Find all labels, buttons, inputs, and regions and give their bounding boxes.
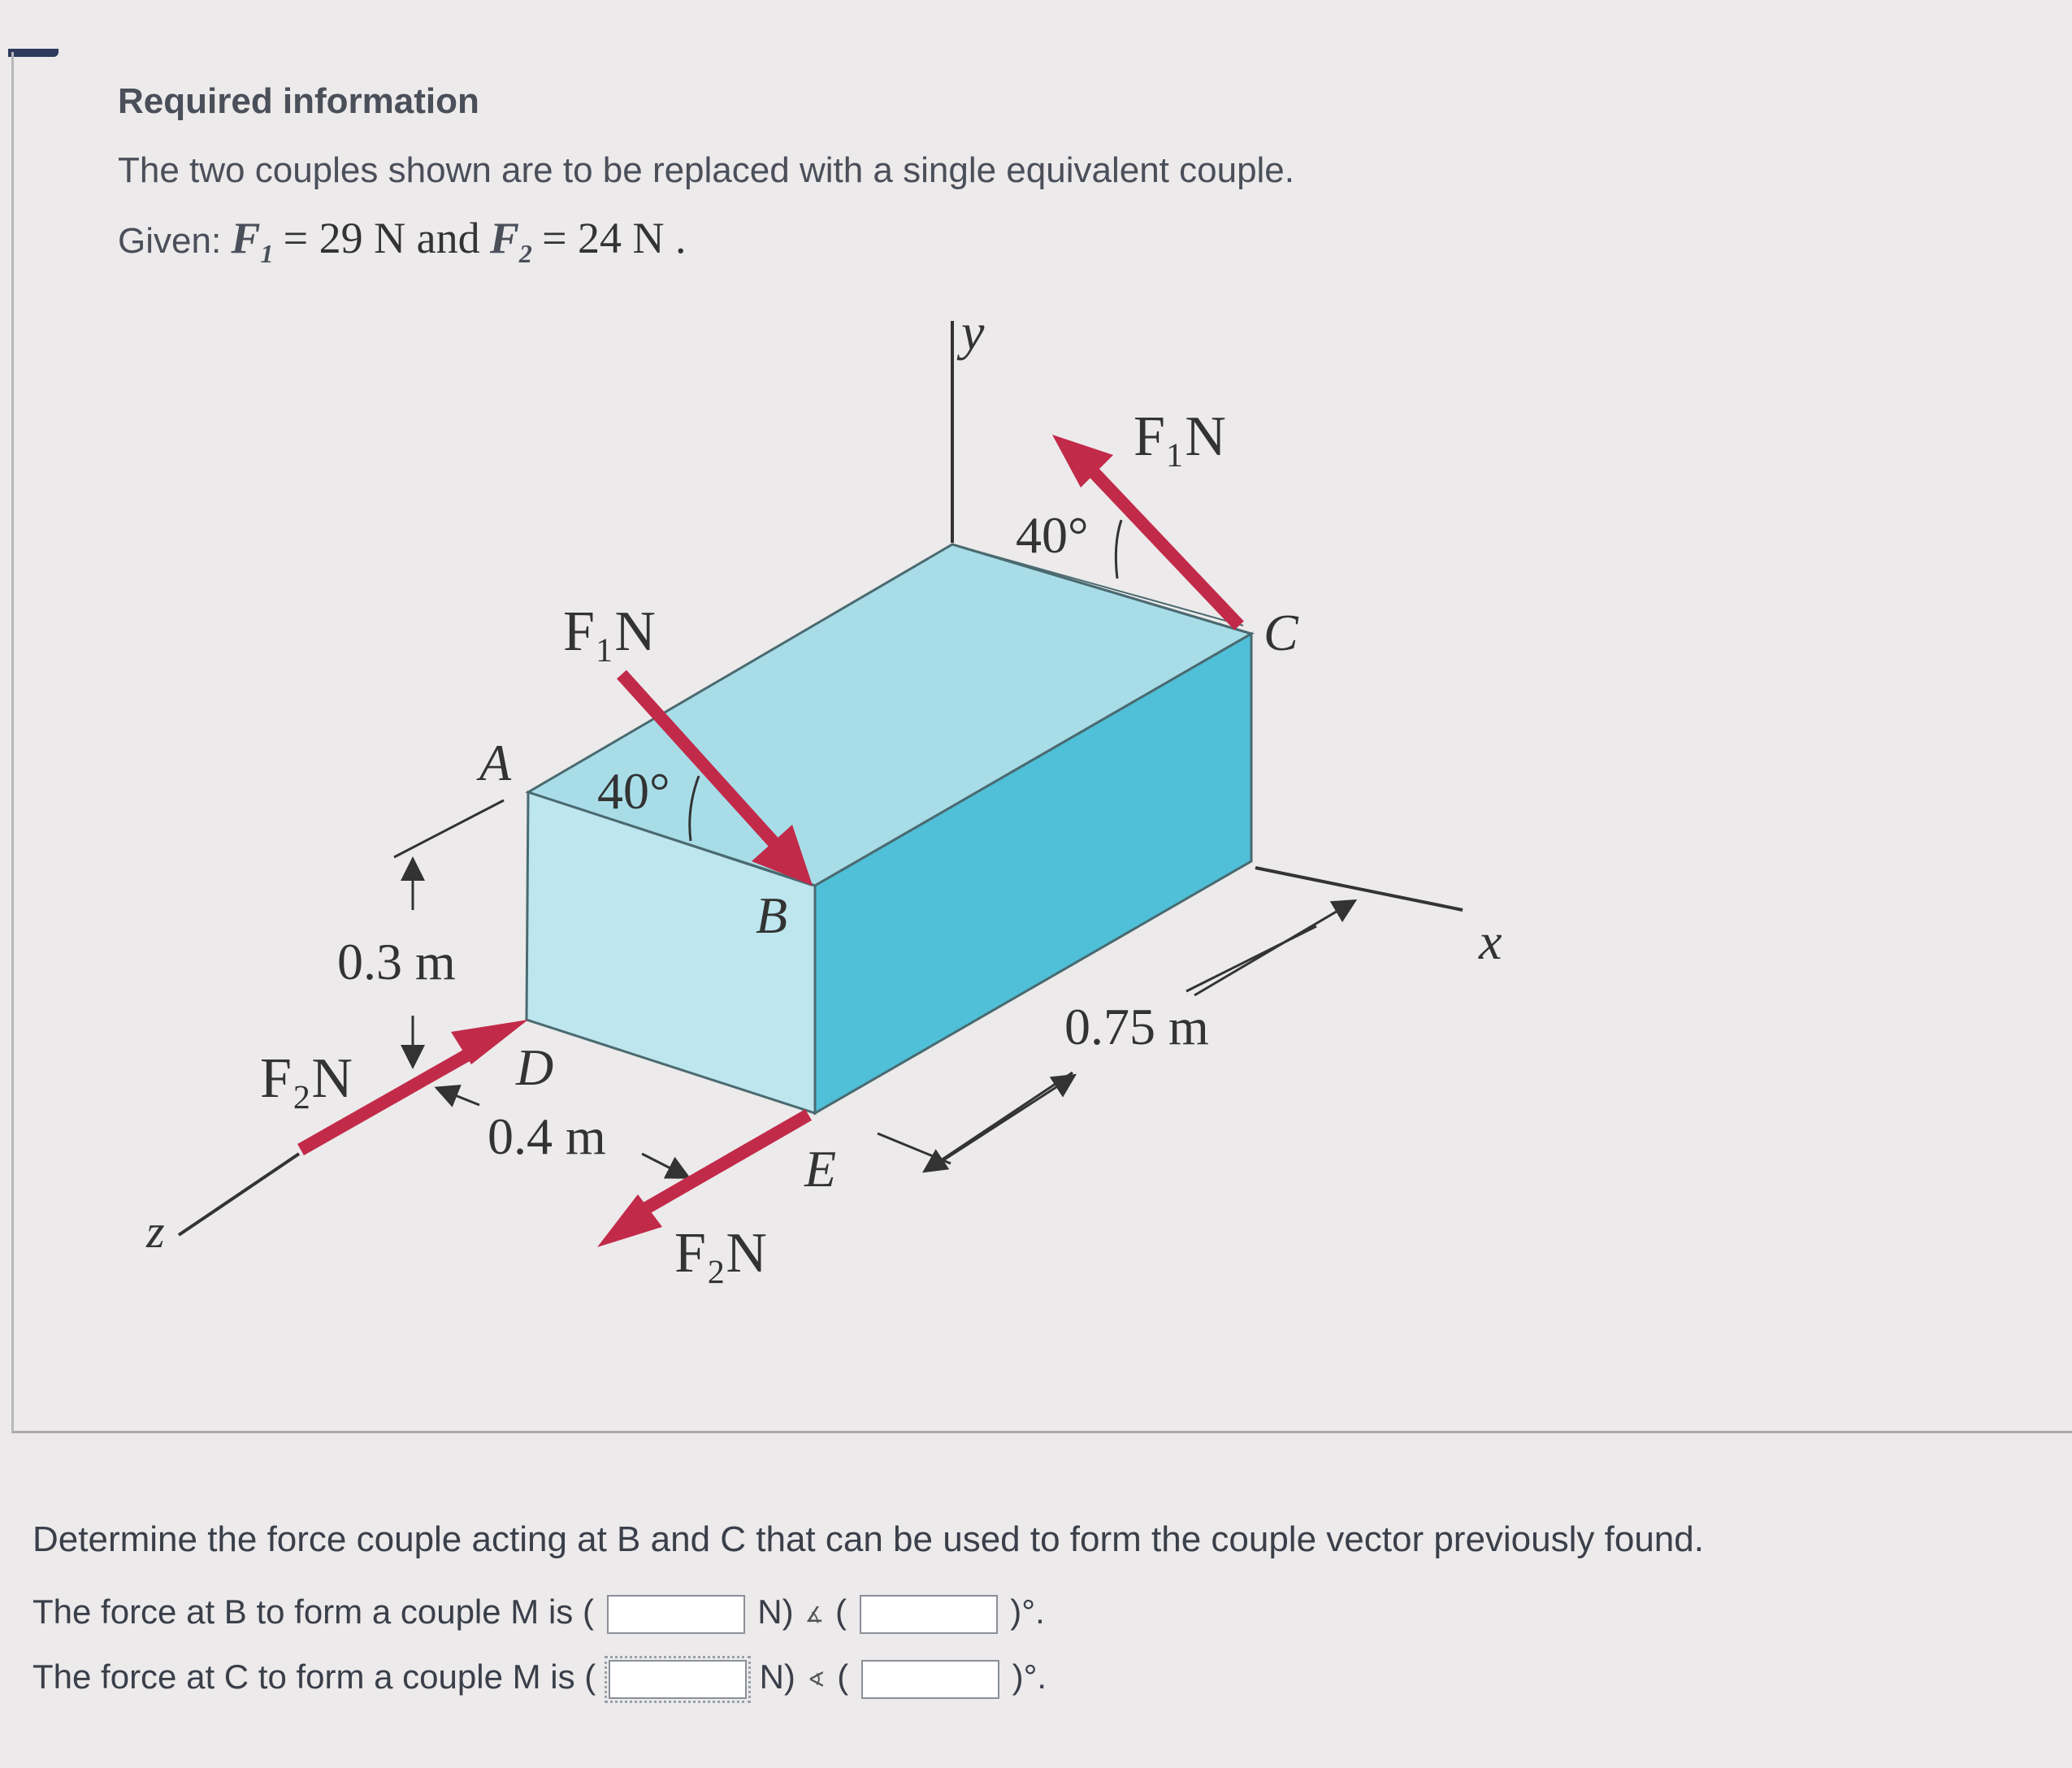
dim-03-ext-top — [394, 800, 504, 857]
given-line: Given: $F_1 = 29$ N and $F_2 = 24$ N . — [118, 214, 687, 268]
question-prompt: Determine the force couple acting at B and C that can be used to form the couple vector previously found. — [33, 1519, 1704, 1559]
label-f1-top: F₁N — [1134, 405, 1226, 468]
row-b-open-paren: ( — [834, 1592, 847, 1631]
label-point-a: A — [479, 734, 512, 791]
force-b-angle-input[interactable] — [860, 1595, 998, 1634]
force-c-magnitude-input[interactable] — [609, 1660, 747, 1699]
given-f2: = 24 N . — [542, 214, 687, 262]
intro-text: The two couples shown are to be replaced with a single equivalent couple. — [118, 150, 1295, 190]
label-angle-mid: 40° — [597, 762, 670, 820]
label-dim-03: 0.3 m — [337, 933, 456, 990]
z-axis-line — [179, 1154, 299, 1235]
row-c-open-paren: ( — [837, 1658, 849, 1696]
given-f1: = 29 N and — [283, 214, 480, 262]
row-b-close: )°. — [1010, 1592, 1045, 1631]
label-point-d: D — [516, 1038, 554, 1096]
label-point-e: E — [804, 1140, 837, 1198]
row-force-b — [33, 1592, 1045, 1634]
given-label: Given: — [118, 221, 222, 261]
row-force-c — [33, 1658, 1047, 1699]
angle-down-symbol-icon[interactable]: ∡ — [804, 1601, 824, 1627]
label-axis-y: y — [961, 303, 985, 361]
label-axis-z: z — [146, 1205, 165, 1258]
row-c-text: The force at C to form a couple M is ( — [33, 1658, 596, 1696]
label-dim-04: 0.4 m — [488, 1107, 606, 1165]
angle-up-symbol-icon[interactable]: ∢ — [807, 1666, 826, 1692]
force-b-magnitude-input[interactable] — [607, 1595, 745, 1634]
label-point-b: B — [756, 886, 788, 944]
label-point-c: C — [1264, 604, 1298, 661]
row-b-unit: N) — [757, 1592, 794, 1631]
label-axis-x: x — [1479, 912, 1502, 970]
label-dim-075: 0.75 m — [1064, 998, 1209, 1055]
label-f2-left: F₂N — [260, 1047, 353, 1110]
x-axis-line — [1255, 868, 1463, 910]
label-f1-mid: F₁N — [563, 600, 656, 663]
row-c-unit: N) — [759, 1658, 795, 1696]
label-angle-top: 40° — [1016, 506, 1089, 564]
angle-arc-top — [1116, 520, 1121, 578]
required-info-title: Required information — [118, 81, 479, 121]
row-b-text: The force at B to form a couple M is ( — [33, 1592, 594, 1631]
row-c-close: )°. — [1012, 1658, 1047, 1696]
label-f2-bottom: F₂N — [674, 1222, 767, 1285]
force-c-angle-input[interactable] — [861, 1660, 999, 1699]
